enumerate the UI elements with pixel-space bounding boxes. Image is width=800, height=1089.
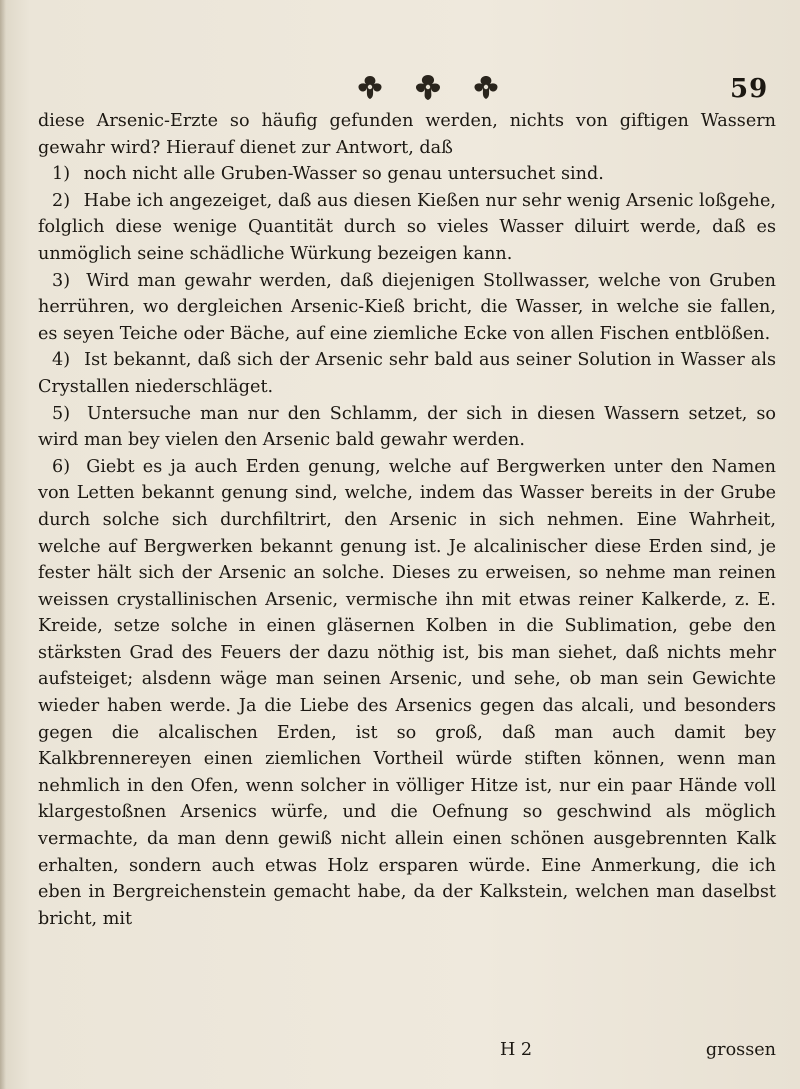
list-item-text: Giebt es ja auch Erden genung, welche auf Bergwerken unter den Namen von Letten bekannt genung sind, welche, indem das Wasser bereits in der Grube durch solche sich durchfiltrirt, den Arsenic in sich nehmen. Eine Wahrheit, welche auf Bergwerken bekannt genung ist. Je alcalinischer diese Erden sind, je fester hält sich der Arsenic an solche. Dieses zu erweisen, so nehme man reinen weissen crystallinischen Arsenic, vermische ihn mit etwas reiner Kalkerde, z. E. Kreide, setze solche in einen gläsernen Kolben in die Sublimation, gebe den stärksten Grad des Feuers der dazu nöthig ist, bis man siehet, daß nichts mehr aufsteiget; alsdenn wäge man seinen Arsenic, und sehe, ob man sein Gewichte wieder haben werde. Ja die Liebe des Arsenics gegen das alcali, und besonders gegen die alcalischen Erden, ist so groß, daß man auch damit bey Kalkbrennereyen einen ziemlichen Vortheil würde stiften können, wenn man nehmlich in den Ofen, wenn solcher in völliger Hitze ist, nur ein paar Hände voll klargestoßnen Arsenics würfe, und die Oefnung so geschwind als möglich vermachte, da man denn gewiß nicht allein einen schönen ausgebrennten Kalk erhalten, sondern auch etwas Holz ersparen würde. Eine Anmerkung, die ich eben in Bergreichenstein gemacht habe, da der Kalkstein, welchen man daselbst bricht, mit: [38, 456, 777, 929]
list-item: [38, 268, 776, 348]
intro-paragraph: diese Arsenic-Erzte so häufig gefunden werden, nichts von giftigen Wassern gewahr wird? Hierauf dienet zur Antwort, daß: [38, 111, 776, 158]
list-item-text: Ist bekannt, daß sich der Arsenic sehr bald aus seiner Solution in Wasser als Crystallen niederschläget.: [38, 350, 777, 397]
list-item-number: 5): [52, 403, 71, 424]
list-item: [38, 188, 776, 268]
list-item-number: 1): [52, 164, 71, 185]
ornament-flower-icon: [468, 73, 504, 101]
list-item-number: 2): [52, 190, 71, 211]
page-header: [0, 72, 800, 104]
page-number: 59: [730, 74, 769, 104]
list-item: [38, 454, 776, 933]
list-item: [38, 347, 776, 400]
list-item-number: 3): [52, 270, 71, 291]
catchword: grossen: [705, 1040, 776, 1060]
signature-mark: H 2: [500, 1040, 533, 1060]
list-item-text: Untersuche man nur den Schlamm, der sich in diesen Wassern setzet, so wird man bey vielen den Arsenic bald gewahr werden.: [38, 403, 777, 451]
page-body: [38, 108, 776, 932]
page-gutter-shadow: [0, 0, 6, 1089]
list-item-text: noch nicht alle Gruben-Wasser so genau untersuchet sind.: [83, 164, 604, 185]
ornament-flower-icon: [410, 73, 446, 101]
list-item: [38, 401, 776, 454]
list-item: [38, 161, 776, 188]
page-footer: [38, 1040, 776, 1070]
ornament-flower-icon: [352, 73, 388, 101]
list-item-number: 4): [52, 350, 71, 371]
list-item-text: Habe ich angezeiget, daß aus diesen Kießen nur sehr wenig Arsenic loßgehe, folglich diese wenige Quantität durch so vieles Wasser diluirt werde, daß es unmöglich seine schädliche Würkung bezeigen kann.: [38, 190, 776, 264]
list-item-text: Wird man gewahr werden, daß diejenigen Stollwasser, welche von Gruben herrühren, wo dergleichen Arsenic-Kieß bricht, die Wasser, in welche sie fallen, es seyen Teiche oder Bäche, auf eine ziemliche Ecke von allen Fischen entblößen.: [38, 270, 777, 344]
list-item-number: 6): [52, 456, 71, 477]
header-ornaments: [352, 72, 532, 102]
